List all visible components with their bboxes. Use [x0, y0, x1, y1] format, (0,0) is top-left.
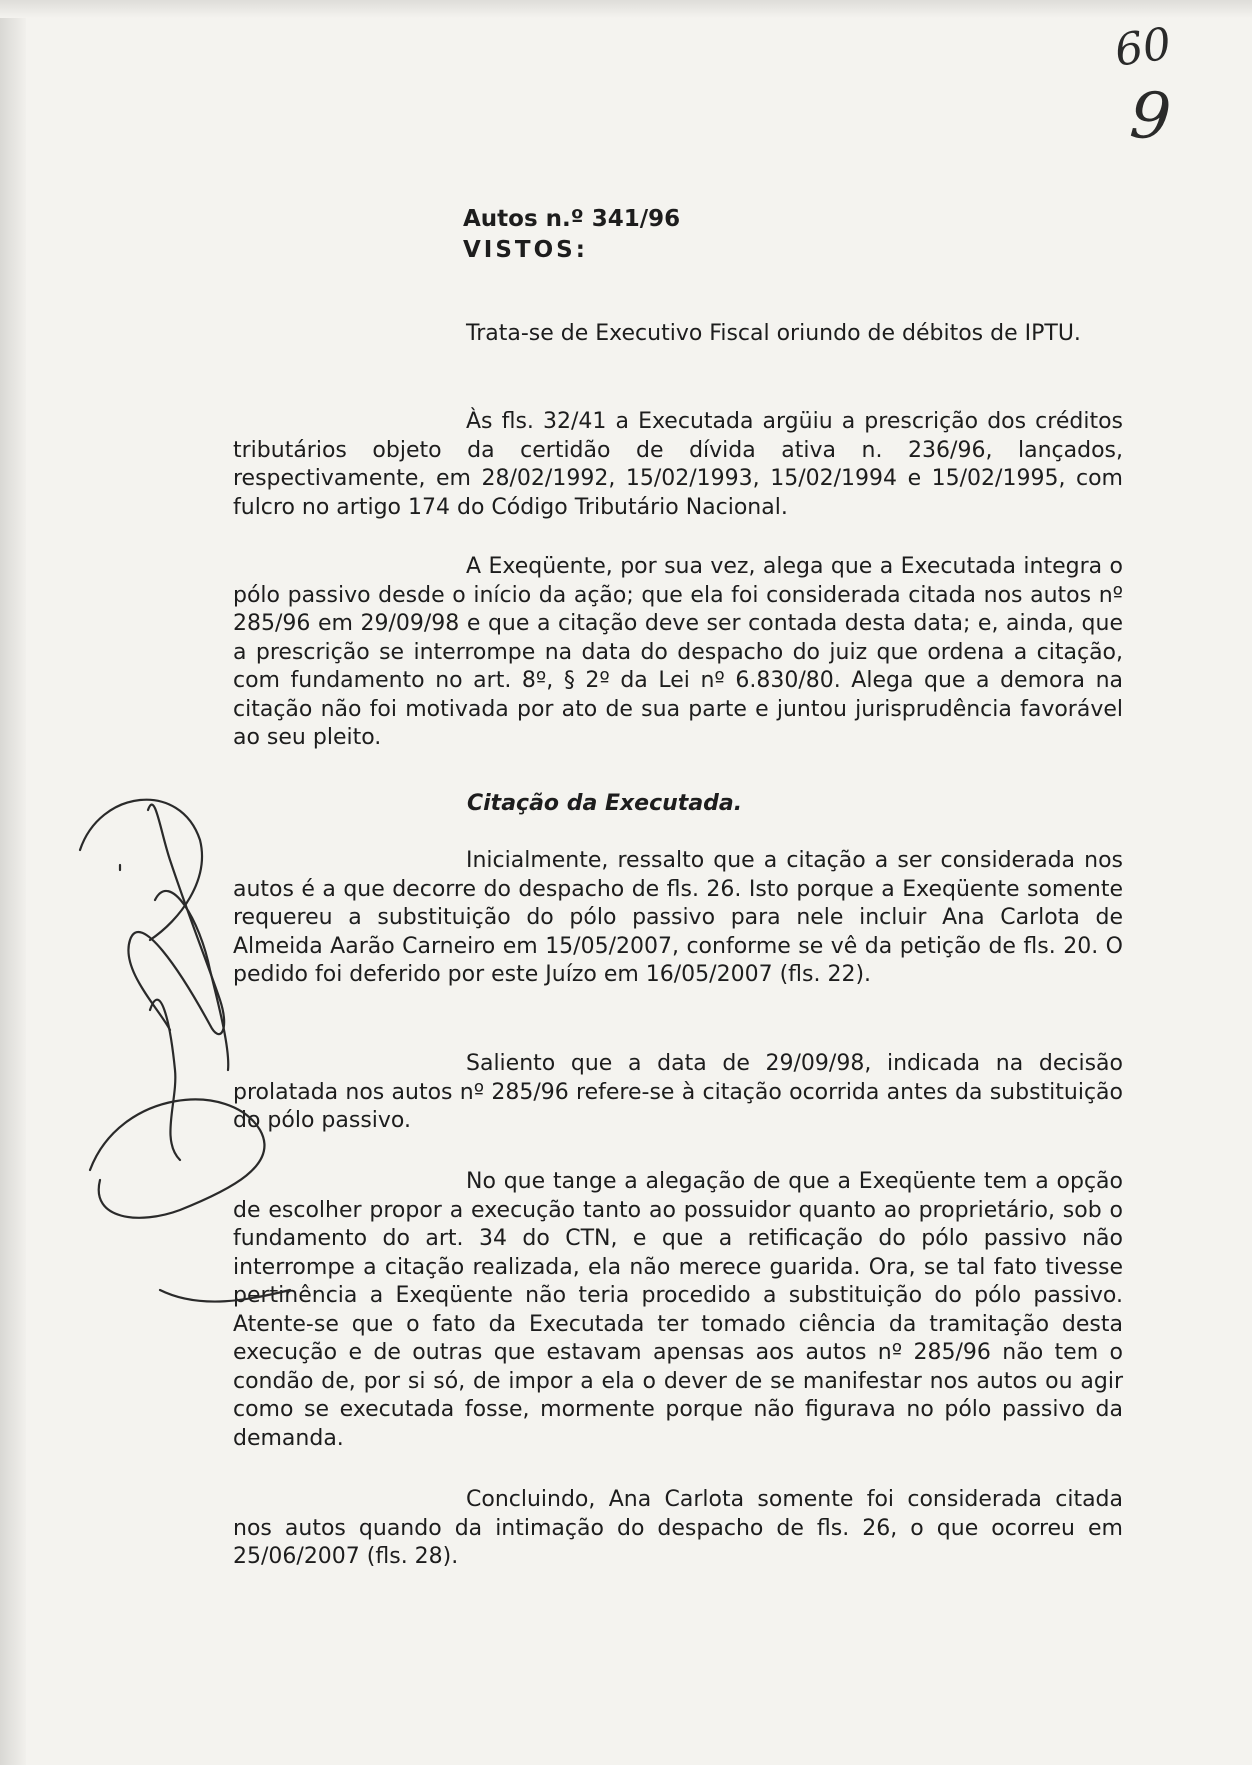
paragraph-option-argument: No que tange a alegação de que a Exeqüente tem a opção de escolher propor a execução tanto ao possuidor quanto ao proprietário, sob o fundamento do art. 34 do CTN, e que a retificação do pólo passivo não interrompe a citação realizada, ela não merece guarida. Ora, se tal fato tivesse pertinência a Exeqüente não teria procedido a substituição do pólo passivo. Atente-se que o fato da Executada ter tomado ciência da tramitação desta execução e de outras que estavam apensas aos autos nº 285/96 não tem o condão de, por si só, de impor a ela o dever de se manifestar nos autos ou agir como se executada fosse, mormente porque não figurava no pólo passivo da demanda. — [233, 1169, 1123, 1451]
scan-shadow-left — [0, 0, 26, 1765]
paragraph-citation-date: Saliento que a data de 29/09/98, indicada na decisão prolatada nos autos nº 285/96 refere-se à citação ocorrida antes da substituição do pólo passivo. — [233, 1051, 1123, 1133]
scan-shadow-top — [0, 0, 1252, 18]
section-title: Citação da Executada. — [467, 791, 743, 816]
paragraph-plaintiff-argument: A Exeqüente, por sua vez, alega que a Executada integra o pólo passivo desde o início da ação; que ela foi considerada citada nos autos nº 285/96 em 29/09/98 e que a citação deve ser contada desta data; e, ainda, que a prescrição se interrompe na data do despacho do juiz que ordena a citação, com fundamento no art. 8º, § 2º da Lei nº 6.830/80. Alega que a demora na citação não foi motivada por ato de sua parte e juntou jurisprudência favorável ao seu pleito. — [233, 554, 1123, 750]
paragraph-intro: Trata-se de Executivo Fiscal oriundo de débitos de IPTU. — [466, 321, 1081, 346]
document-header — [463, 204, 680, 266]
case-number: Autos n.º 341/96 — [463, 206, 681, 232]
paragraph-prescription-claim: Às fls. 32/41 a Executada argüiu a prescrição dos créditos tributários objeto da certidão de dívida ativa n. 236/96, lançados, respectivamente, em 28/02/1992, 15/02/1993, 15/02/1994 e 15/02/1995, com fulcro no artigo 174 do Código Tributário Nacional. — [233, 409, 1123, 520]
handwritten-page-number-bottom: 9 — [1127, 78, 1174, 156]
paragraph-citation-initial: Inicialmente, ressalto que a citação a ser considerada nos autos é a que decorre do despacho de fls. 26. Isto porque a Exeqüente somente requereu a substituição do pólo passivo para nele incluir Ana Carlota de Almeida Aarão Carneiro em 15/05/2007, conforme se vê da petição de fls. 20. O pedido foi deferido por este Juízo em 16/05/2007 (fls. 22). — [233, 848, 1123, 987]
handwritten-page-number-top: 60 — [1111, 18, 1175, 77]
signature-image — [60, 770, 300, 1370]
vistos-heading: VISTOS: — [463, 237, 588, 263]
paragraph-conclusion: Concluindo, Ana Carlota somente foi considerada citada nos autos quando da intimação do despacho de fls. 26, o que ocorreu em 25/06/2007 (fls. 28). — [233, 1487, 1123, 1569]
